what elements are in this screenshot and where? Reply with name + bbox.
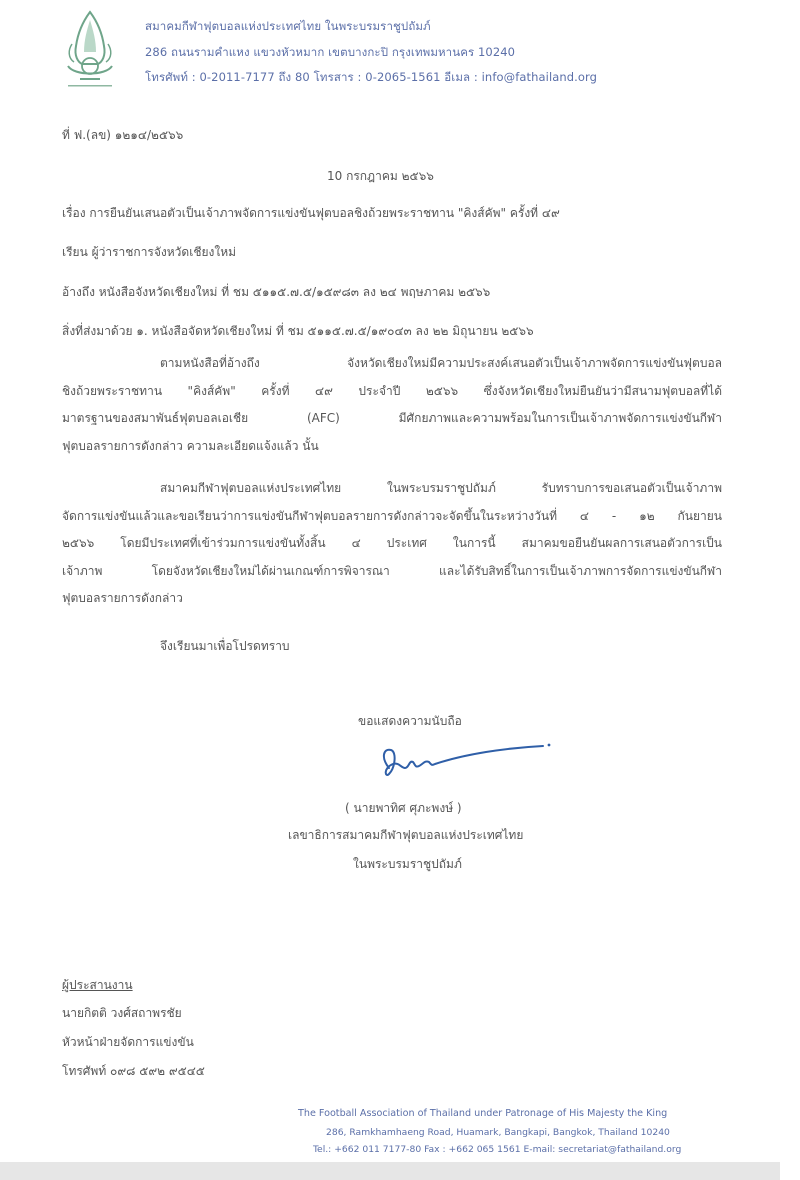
signer-name: ( นายพาทิศ ศุภะพงษ์ ) — [345, 801, 462, 815]
letterhead-contact: โทรศัพท์ : 0-2011-7177 ถึง 80 โทรสาร : 0-2065-1561 อีเมล : info@fathailand.org — [145, 70, 598, 84]
signer-title: เลขาธิการสมาคมกีฬาฟุตบอลแห่งประเทศไทย — [288, 828, 524, 842]
body-paragraph-1 — [62, 350, 722, 460]
letter-reference: อ้างถึง หนังสือจังหวัดเชียงใหม่ ที่ ชม ๕๑๑๕.๗.๕/๑๕๙๘๓ ลง ๒๔ พฤษภาคม ๒๕๖๖ — [62, 285, 491, 299]
letterhead-address: 286 ถนนรามคำแหง แขวงหัวหมาก เขตบางกะปิ กรุงเทพมหานคร 10240 — [145, 45, 516, 59]
coordinator-phone: โทรศัพท์ ๐๙๘ ๕๙๒ ๙๕๔๕ — [62, 1064, 205, 1078]
paragraph-line: มาตรฐานของสมาพันธ์ฟุตบอลเอเชีย (AFC) มีศักยภาพและความพร้อมในการเป็นเจ้าภาพจัดการแข่งขันกีฬา — [62, 411, 722, 425]
footer-contact: Tel.: +662 011 7177-80 Fax : +662 065 1561 E-mail: secretariat@fathailand.org — [313, 1144, 682, 1155]
paragraph-line: เจ้าภาพ โดยจังหวัดเชียงใหม่ได้ผ่านเกณฑ์การพิจารณา และได้รับสิทธิ์ในการเป็นเจ้าภาพการจัดการแข่งขันกีฬา — [62, 563, 722, 578]
coordinator-position: หัวหน้าฝ่ายจัดการแข่งขัน — [62, 1035, 194, 1049]
paragraph-line: ชิงถ้วยพระราชทาน "คิงส์คัพ" ครั้งที่ ๔๙ ประจำปี ๒๕๖๖ ซึ่งจังหวัดเชียงใหม่ยืนยันว่ามีสนามฟุตบอลที่ได้ — [62, 383, 722, 398]
page-bottom-edge — [0, 1162, 780, 1180]
paragraph-line: ตามหนังสือที่อ้างถึง จังหวัดเชียงใหม่มีความประสงค์เสนอตัวเป็นเจ้าภาพจัดการแข่งขันฟุตบอล — [160, 356, 722, 370]
paragraph-line: จัดการแข่งขันแล้วและขอเรียนว่าการแข่งขันกีฬาฟุตบอลรายการดังกล่าวจะจัดขึ้นในระหว่างวันที่ ๔ - ๑๒ กันยายน — [62, 508, 722, 523]
closing-line: จึงเรียนมาเพื่อโปรดทราบ — [160, 639, 290, 653]
letter-date: 10 กรกฎาคม ๒๕๖๖ — [327, 169, 434, 183]
paragraph-line: ๒๕๖๖ โดยมีประเทศที่เข้าร่วมการแข่งขันทั้งสิ้น ๔ ประเทศ ในการนี้ สมาคมขอยืนยันผลการเสนอตัวการเป็น — [62, 536, 722, 550]
letterhead-org-name: สมาคมกีฬาฟุตบอลแห่งประเทศไทย ในพระบรมราชูปถัมภ์ — [145, 19, 431, 33]
footer-org-name: The Football Association of Thailand under Patronage of His Majesty the King — [298, 1108, 668, 1119]
paragraph-line: ฟุตบอลรายการดังกล่าว ความละเอียดแจ้งแล้ว นั้น — [62, 438, 319, 453]
body-paragraph-2 — [62, 475, 722, 613]
letter-enclosure: สิ่งที่ส่งมาด้วย ๑. หนังสือจัดหวัดเชียงใหม่ ที่ ชม ๕๑๑๕.๗.๕/๑๙๐๔๓ ลง ๒๒ มิถุนายน ๒๕๖๖ — [62, 324, 534, 338]
reference-number: ที่ ฟ.(ลข) ๑๒๑๔/๒๕๖๖ — [62, 128, 184, 142]
signature-icon — [375, 738, 555, 782]
coordinator-name: นายกิตติ วงศ์สถาพรชัย — [62, 1006, 182, 1020]
coordinator-label: ผู้ประสานงาน — [62, 978, 133, 992]
signer-title-2: ในพระบรมราชูปถัมภ์ — [353, 857, 462, 871]
letter-recipient: เรียน ผู้ว่าราชการจังหวัดเชียงใหม่ — [62, 245, 237, 259]
fa-thailand-crest-icon — [62, 10, 118, 92]
paragraph-line: สมาคมกีฬาฟุตบอลแห่งประเทศไทย ในพระบรมราชูปถัมภ์ รับทราบการขอเสนอตัวเป็นเจ้าภาพ — [160, 481, 722, 495]
footer-address: 286, Ramkhamhaeng Road, Huamark, Bangkapi, Bangkok, Thailand 10240 — [326, 1127, 670, 1138]
paragraph-line: ฟุตบอลรายการดังกล่าว — [62, 591, 183, 605]
regards-line: ขอแสดงความนับถือ — [358, 714, 462, 728]
letter-subject: เรื่อง การยืนยันเสนอตัวเป็นเจ้าภาพจัดการแข่งขันฟุตบอลชิงถ้วยพระราชทาน "คิงส์คัพ" ครั้งที่ ๔๙ — [62, 206, 560, 220]
